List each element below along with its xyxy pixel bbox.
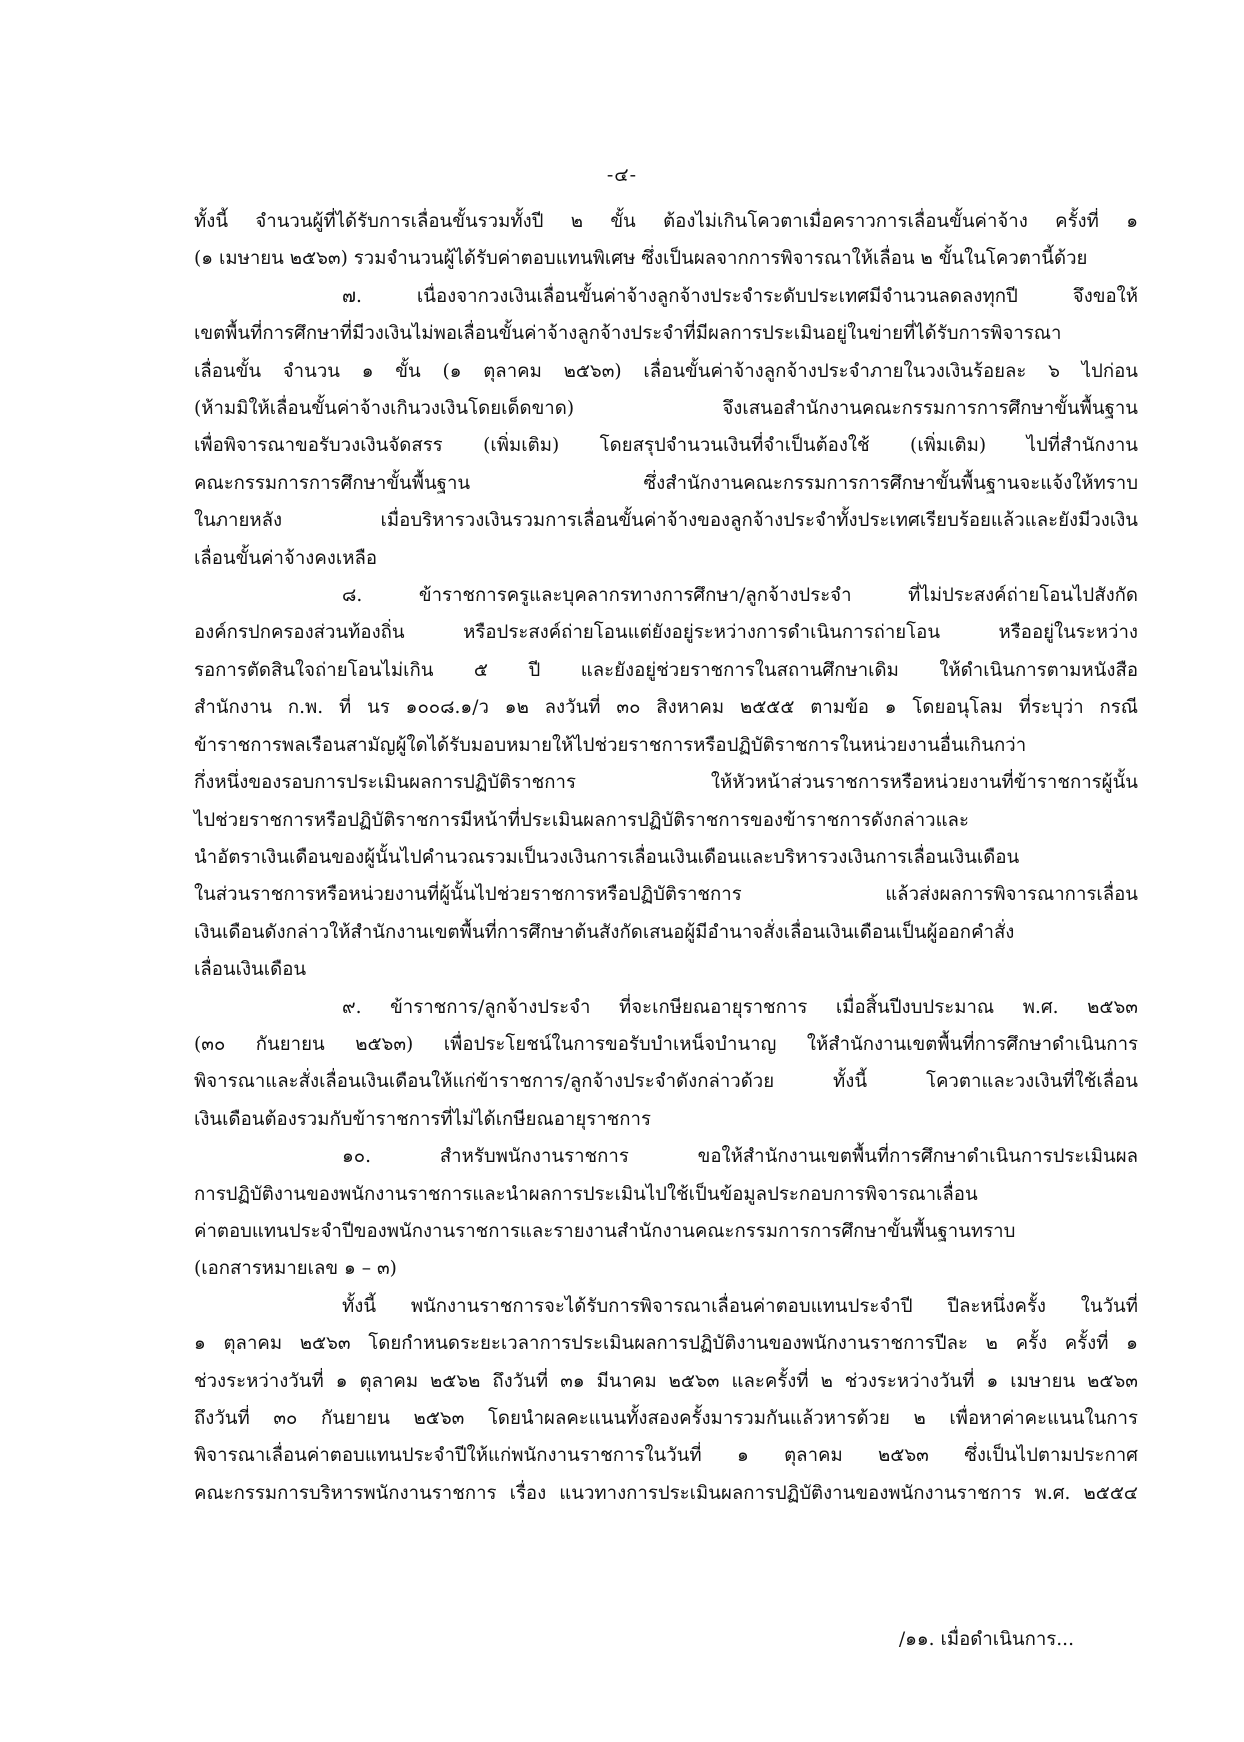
body-line: ๑๐. สำหรับพนักงานราชการ ขอให้สำนักงานเขตพื้นที่การศึกษาดำเนินการประเมินผล [342,1146,1138,1168]
body-text [194,203,1138,1512]
continuation-note: /๑๑. เมื่อดำเนินการ... [898,1629,1074,1650]
body-line: ถึงวันที่ ๓๐ กันยายน ๒๕๖๓ โดยนำผลคะแนนทั้งสองครั้งมารวมกันแล้วหารด้วย ๒ เพื่อหาค่าคะแนนในการ [194,1408,1138,1429]
body-line: ค่าตอบแทนประจำปีของพนักงานราชการและรายงานสำนักงานคณะกรรมการการศึกษาขั้นพื้นฐานทราบ [194,1220,1016,1242]
body-line: เงินเดือนดังกล่าวให้สำนักงานเขตพื้นที่การศึกษาต้นสังกัดเสนอผู้มีอำนาจสั่งเลื่อนเงินเดือนเป็นผู้ออกคำสั่ง [194,921,1015,943]
body-line: สำนักงาน ก.พ. ที่ นร ๑๐๐๘.๑/ว ๑๒ ลงวันที่ ๓๐ สิงหาคม ๒๕๕๕ ตามข้อ ๑ โดยอนุโลม ที่ระบุว่า กรณี [194,697,1138,719]
body-line: (๑ เมษายน ๒๕๖๓) รวมจำนวนผู้ได้รับค่าตอบแทนพิเศษ ซึ่งเป็นผลจากการพิจารณาให้เลื่อน ๒ ขั้นในโควตานี้ด้วย [194,248,1088,270]
body-line: ไปช่วยราชการหรือปฏิบัติราชการมีหน้าที่ประเมินผลการปฏิบัติราชการของข้าราชการดังกล่าวและ [194,809,969,831]
body-line: ทั้งนี้ พนักงานราชการจะได้รับการพิจารณาเลื่อนค่าตอบแทนประจำปี ปีละหนึ่งครั้ง ในวันที่ [342,1295,1138,1317]
body-line: ๘. ข้าราชการครูและบุคลากรทางการศึกษา/ลูกจ้างประจำ ที่ไม่ประสงค์ถ่ายโอนไปสังกัด [342,585,1138,607]
body-line: คณะกรรมการบริหารพนักงานราชการ เรื่อง แนวทางการประเมินผลการปฏิบัติงานของพนักงานราชการ พ.ศ. ๒๕๕๔ [194,1482,1138,1504]
body-line: ข้าราชการพลเรือนสามัญผู้ใดได้รับมอบหมายให้ไปช่วยราชการหรือปฏิบัติราชการในหน่วยงานอื่นเกินกว่า [194,734,1027,756]
body-line: เพื่อพิจารณาขอรับวงเงินจัดสรร (เพิ่มเติม) โดยสรุปจำนวนเงินที่จำเป็นต้องใช้ (เพิ่มเติม) ไปที่สำนักงาน [194,435,1138,457]
body-line: รอการตัดสินใจถ่ายโอนไม่เกิน ๕ ปี และยังอยู่ช่วยราชการในสถานศึกษาเดิม ให้ดำเนินการตามหนังสือ [194,659,1138,681]
body-line: (เอกสารหมายเลข ๑ – ๓) [194,1258,397,1280]
body-line: ในภายหลัง เมื่อบริหารวงเงินรวมการเลื่อนขั้นค่าจ้างของลูกจ้างประจำทั้งประเทศเรียบร้อยแล้วและยังมีวงเงิน [194,510,1138,532]
body-line: ในส่วนราชการหรือหน่วยงานที่ผู้นั้นไปช่วยราชการหรือปฏิบัติราชการ แล้วส่งผลการพิจารณาการเลื่อน [194,884,1138,906]
body-line: ๗. เนื่องจากวงเงินเลื่อนขั้นค่าจ้างลูกจ้างประจำระดับประเทศมีจำนวนลดลงทุกปี จึงขอให้ [342,285,1138,307]
body-line: พิจารณาเลื่อนค่าตอบแทนประจำปีให้แก่พนักงานราชการในวันที่ ๑ ตุลาคม ๒๕๖๓ ซึ่งเป็นไปตามประกาศ [194,1445,1138,1467]
body-line: ๙. ข้าราชการ/ลูกจ้างประจำ ที่จะเกษียณอายุราชการ เมื่อสิ้นปีงบประมาณ พ.ศ. ๒๕๖๓ [342,996,1138,1018]
body-line: (ห้ามมิให้เลื่อนขั้นค่าจ้างเกินวงเงินโดยเด็ดขาด) จึงเสนอสำนักงานคณะกรรมการการศึกษาขั้นพื้นฐาน [194,398,1138,420]
body-line: การปฏิบัติงานของพนักงานราชการและนำผลการประเมินไปใช้เป็นข้อมูลประกอบการพิจารณาเลื่อน [194,1183,978,1205]
body-line: (๓๐ กันยายน ๒๕๖๓) เพื่อประโยชน์ในการขอรับบำเหน็จบำนาญ ให้สำนักงานเขตพื้นที่การศึกษาดำเนินการ [194,1033,1138,1055]
body-line: เลื่อนขั้นค่าจ้างคงเหลือ [194,547,378,569]
body-line: ๑ ตุลาคม ๒๕๖๓ โดยกำหนดระยะเวลาการประเมินผลการปฏิบัติงานของพนักงานราชการปีละ ๒ ครั้ง ครั้งที่ ๑ [194,1333,1138,1355]
page-number: -๔- [606,164,638,186]
body-line: ช่วงระหว่างวันที่ ๑ ตุลาคม ๒๕๖๒ ถึงวันที่ ๓๑ มีนาคม ๒๕๖๓ และครั้งที่ ๒ ช่วงระหว่างวันที่ ๑ เมษายน ๒๕๖๓ [194,1370,1138,1392]
body-line: เงินเดือนต้องรวมกับข้าราชการที่ไม่ได้เกษียณอายุราชการ [194,1108,651,1130]
body-line: เขตพื้นที่การศึกษาที่มีวงเงินไม่พอเลื่อนขั้นค่าจ้างลูกจ้างประจำที่มีผลการประเมินอยู่ในข่ายที่ได้รับการพิจารณา [194,323,1062,345]
body-line: เลื่อนขั้น จำนวน ๑ ขั้น (๑ ตุลาคม ๒๕๖๓) เลื่อนขั้นค่าจ้างลูกจ้างประจำภายในวงเงินร้อยละ ๖ ไปก่อน [194,360,1138,382]
body-line: เลื่อนเงินเดือน [194,959,307,981]
body-line: กึ่งหนึ่งของรอบการประเมินผลการปฏิบัติราชการ ให้หัวหน้าส่วนราชการหรือหน่วยงานที่ข้าราชการผู้นั้น [194,772,1138,794]
body-line: พิจารณาและสั่งเลื่อนเงินเดือนให้แก่ข้าราชการ/ลูกจ้างประจำดังกล่าวด้วย ทั้งนี้ โควตาและวงเงินที่ใช้เลื่อน [194,1071,1138,1093]
body-line: นำอัตราเงินเดือนของผู้นั้นไปคำนวณรวมเป็นวงเงินการเลื่อนเงินเดือนและบริหารวงเงินการเลื่อนเงินเดือน [194,846,1020,868]
body-line: องค์กรปกครองส่วนท้องถิ่น หรือประสงค์ถ่ายโอนแต่ยังอยู่ระหว่างการดำเนินการถ่ายโอน หรืออยู่ในระหว่าง [194,622,1138,644]
body-line: คณะกรรมการการศึกษาขั้นพื้นฐาน ซึ่งสำนักงานคณะกรรมการการศึกษาขั้นพื้นฐานจะแจ้งให้ทราบ [194,472,1138,494]
body-line: ทั้งนี้ จำนวนผู้ที่ได้รับการเลื่อนขั้นรวมทั้งปี ๒ ขั้น ต้องไม่เกินโควตาเมื่อคราวการเลื่อนขั้นค่าจ้าง ครั้งที่ ๑ [194,211,1138,232]
